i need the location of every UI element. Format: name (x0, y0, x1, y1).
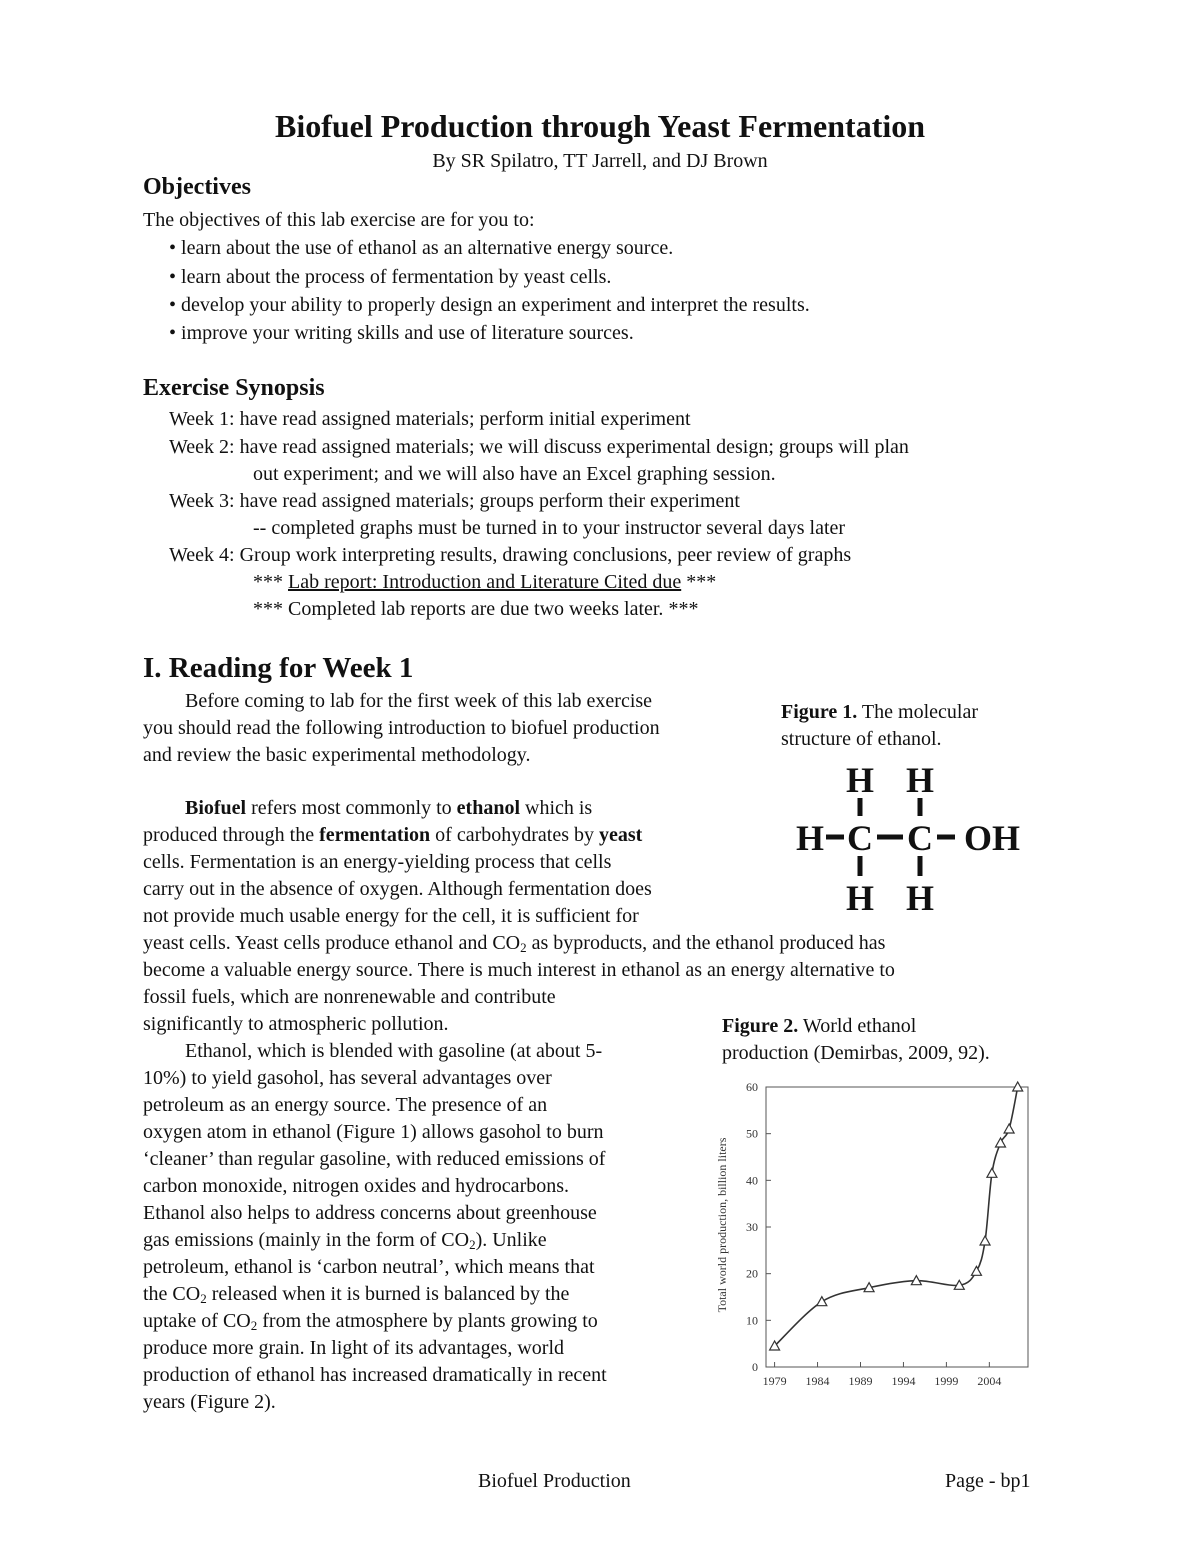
x-tick-label: 1979 (762, 1374, 787, 1388)
footer-title: Biofuel Production (478, 1470, 631, 1492)
x-tick-label: 1984 (805, 1374, 830, 1388)
page-number: Page - bp1 (945, 1470, 1031, 1492)
data-point (996, 1138, 1006, 1147)
atom-oh: OH (963, 818, 1021, 858)
paragraph-line: significantly to atmospheric pollution. (143, 1013, 449, 1035)
y-tick-label: 40 (746, 1173, 758, 1188)
bullet-icon: • (169, 266, 177, 288)
atom-c-left: C (847, 818, 873, 858)
x-tick-label: 1994 (891, 1374, 916, 1388)
data-point (971, 1266, 981, 1275)
section-heading: I. Reading for Week 1 (143, 652, 414, 684)
figure2-caption: Figure 2. World ethanol production (Demirbas, 2009, 92). (722, 1015, 990, 1064)
paragraph-line: you should read the following introduction to biofuel production (143, 717, 660, 739)
series-line (775, 1087, 1018, 1346)
paragraph-line: ‘cleaner’ than regular gasoline, with reduced emissions of (143, 1148, 606, 1170)
paragraph-line: oxygen atom in ethanol (Figure 1) allows gasohol to burn (143, 1121, 604, 1143)
x-tick-label: 1999 (934, 1374, 959, 1388)
y-tick-label: 50 (746, 1126, 758, 1141)
paragraph-line: Biofuel refers most commonly to ethanol which is (185, 797, 593, 819)
ethanol-structure-diagram (780, 760, 1030, 920)
atom-h-top-right: H (905, 760, 935, 800)
paragraph-line: produce more grain. In light of its advantages, world (143, 1337, 564, 1359)
bullet-icon: • (169, 294, 177, 316)
paragraph-line: not provide much usable energy for the cell, it is sufficient for (143, 905, 639, 927)
chart-plot-frame (766, 1087, 1028, 1367)
paragraph-line: Ethanol also helps to address concerns about greenhouse (143, 1202, 597, 1224)
paragraph-line: uptake of $CO_2$ from the atmosphere by plants growing to (143, 1310, 598, 1333)
data-point (1004, 1124, 1014, 1133)
paragraph-line: yeast cells. Yeast cells produce ethanol and $CO_2$ as byproducts, and the ethanol produced has (143, 932, 886, 955)
paragraph-line: carbon monoxide, nitrogen oxides and hydrocarbons. (143, 1175, 570, 1197)
bullet-icon: • (169, 237, 177, 259)
synopsis-week4: Week 4: Group work interpreting results, drawing conclusions, peer review of graphs (169, 544, 852, 566)
objective-item: • improve your writing skills and use of literature sources. (169, 322, 634, 344)
objectives-intro: The objectives of this lab exercise are for you to: (143, 209, 535, 231)
y-tick-label: 0 (752, 1360, 758, 1374)
synopsis-week4-due: *** Lab report: Introduction and Literature Cited due *** (253, 571, 717, 593)
y-tick-label: 60 (746, 1080, 758, 1094)
paragraph-line: production of ethanol has increased dramatically in recent (143, 1364, 607, 1386)
paragraph-line: Before coming to lab for the first week of this lab exercise (185, 690, 653, 712)
atom-h-top-left: H (845, 760, 875, 800)
objective-item: • learn about the use of ethanol as an alternative energy source. (169, 237, 674, 259)
synopsis-week2-cont: out experiment; and we will also have an Excel graphing session. (253, 463, 776, 485)
paragraph-line: carry out in the absence of oxygen. Although fermentation does (143, 878, 652, 900)
x-tick-label: 2004 (977, 1374, 1002, 1388)
paragraph-line: produced through the fermentation of carbohydrates by yeast (143, 824, 643, 846)
paragraph-line: petroleum, ethanol is ‘carbon neutral’, which means that (143, 1256, 595, 1278)
synopsis-week3: Week 3: have read assigned materials; groups perform their experiment (169, 490, 740, 512)
byline: By SR Spilatro, TT Jarrell, and DJ Brown (432, 150, 768, 172)
atom-h-bottom-right: H (905, 878, 935, 918)
paragraph-line: cells. Fermentation is an energy-yielding process that cells (143, 851, 612, 873)
document-title: Biofuel Production through Yeast Fermentation (274, 108, 926, 144)
paragraph-line: 10%) to yield gasohol, has several advantages over (143, 1067, 552, 1089)
chart-y-axis-label: Total world production, billion liters (715, 1137, 729, 1313)
atom-h-bottom-left: H (845, 878, 875, 918)
objective-item: • develop your ability to properly design an experiment and interpret the results. (169, 294, 810, 316)
data-point (987, 1168, 997, 1177)
synopsis-week2: Week 2: have read assigned materials; we will discuss experimental design; groups will plan (169, 436, 909, 458)
objective-item: • learn about the process of fermentation by yeast cells. (169, 266, 612, 288)
synopsis-week3-cont: -- completed graphs must be turned in to your instructor several days later (253, 517, 846, 539)
ethanol-production-chart (710, 1075, 1040, 1400)
paragraph-line: the $CO_2$ released when it is burned is balanced by the (143, 1283, 570, 1306)
paragraph-line: become a valuable energy source. There is much interest in ethanol as an energy alternative to (143, 959, 895, 981)
synopsis-week1: Week 1: have read assigned materials; perform initial experiment (169, 408, 691, 430)
y-tick-label: 30 (746, 1220, 758, 1234)
paragraph-line: Ethanol, which is blended with gasoline (at about 5- (185, 1040, 603, 1062)
data-point (817, 1297, 827, 1306)
objectives-heading: Objectives (143, 174, 251, 200)
atom-c-right: C (907, 818, 933, 858)
atom-h-left: H (795, 818, 825, 858)
y-tick-label: 10 (746, 1313, 758, 1328)
data-point (980, 1236, 990, 1245)
paragraph-line: and review the basic experimental methodology. (143, 744, 531, 766)
paragraph-line: petroleum as an energy source. The presence of an (143, 1094, 548, 1116)
paragraph-line: fossil fuels, which are nonrenewable and contribute (143, 986, 556, 1008)
bullet-icon: • (169, 322, 177, 344)
x-tick-label: 1989 (848, 1374, 873, 1388)
paragraph-line: years (Figure 2). (143, 1391, 276, 1413)
paragraph-line: gas emissions (mainly in the form of $CO_2$). Unlike (143, 1229, 547, 1252)
figure1-caption: Figure 1. The molecular structure of ethanol. (781, 701, 978, 750)
synopsis-heading: Exercise Synopsis (143, 375, 325, 401)
y-tick-label: 20 (746, 1266, 758, 1281)
synopsis-week4-final: *** Completed lab reports are due two weeks later. *** (253, 598, 699, 620)
